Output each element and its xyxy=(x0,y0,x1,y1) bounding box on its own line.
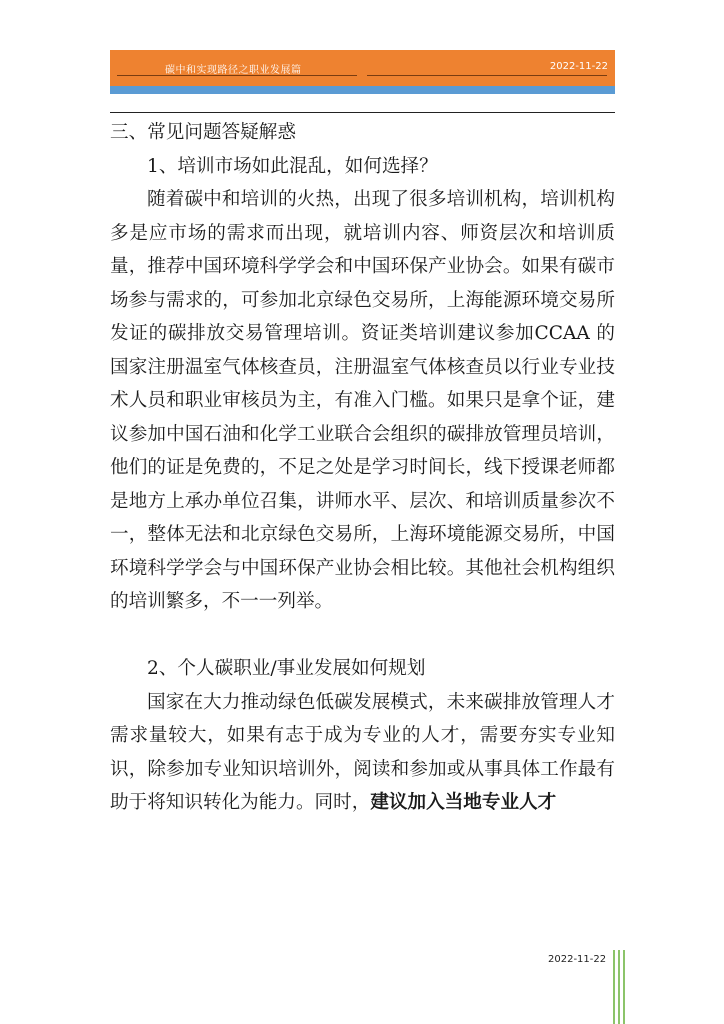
footer-bar xyxy=(613,950,615,1024)
paragraph-spacer xyxy=(110,619,615,653)
header-accent-strip xyxy=(110,86,615,94)
footer-date: 2022-11-22 xyxy=(548,954,607,965)
footer-bar xyxy=(618,950,620,1024)
question-2-title: 2、个人碳职业/事业发展如何规划 xyxy=(147,658,426,679)
question-2-answer-text: 国家在大力推动绿色低碳发展模式，未来碳排放管理人才需求量较大，如果有志于成为专业的人才，需要夯实专业知识，除参加专业知识培训外，阅读和参加或从事具体工作最有助于将知识转化为能力。同时， xyxy=(110,691,615,813)
question-1-answer: 随着碳中和培训的火热，出现了很多培训机构，培训机构多是应市场的需求而出现，就培训内容、师资层次和培训质量，推荐中国环境科学学会和中国环保产业协会。如果有碳市场参与需求的，可参加北京绿色交易所，上海能源环境交易所发证的碳排放交易管理培训。资证类培训建议参加CCAA 的国家注册温室气体核查员，注册温室气体核查员以行业专业技术人员和职业审核员为主，有准入门槛。如果只是拿个证，建议参加中国石油和化学工业联合会组织的碳排放管理员培训，他们的证是免费的，不足之处是学习时间长，线下授课老师都是地方上承办单位召集，讲师水平、层次、和培训质量参次不一，整体无法和北京绿色交易所，上海环境能源交易所，中国环境科学学会与中国环保产业协会相比较。其他社会机构组织的培训繁多，不一一列举。 xyxy=(110,189,615,612)
question-2-answer xyxy=(110,686,615,820)
header-divider xyxy=(110,112,615,113)
section-heading: 三、常见问题答疑解惑 xyxy=(110,122,296,143)
footer-decoration xyxy=(613,950,625,1024)
header-title: 碳中和实现路径之职业发展篇 xyxy=(165,65,302,76)
header-underline-right xyxy=(367,75,607,76)
question-1-title: 1、培训市场如此混乱，如何选择？ xyxy=(147,155,438,177)
footer-bar xyxy=(623,950,625,1024)
document-body xyxy=(110,116,615,820)
header-date: 2022-11-22 xyxy=(549,61,608,72)
question-2-answer-bold: 建议加入当地专业人才 xyxy=(370,792,557,813)
